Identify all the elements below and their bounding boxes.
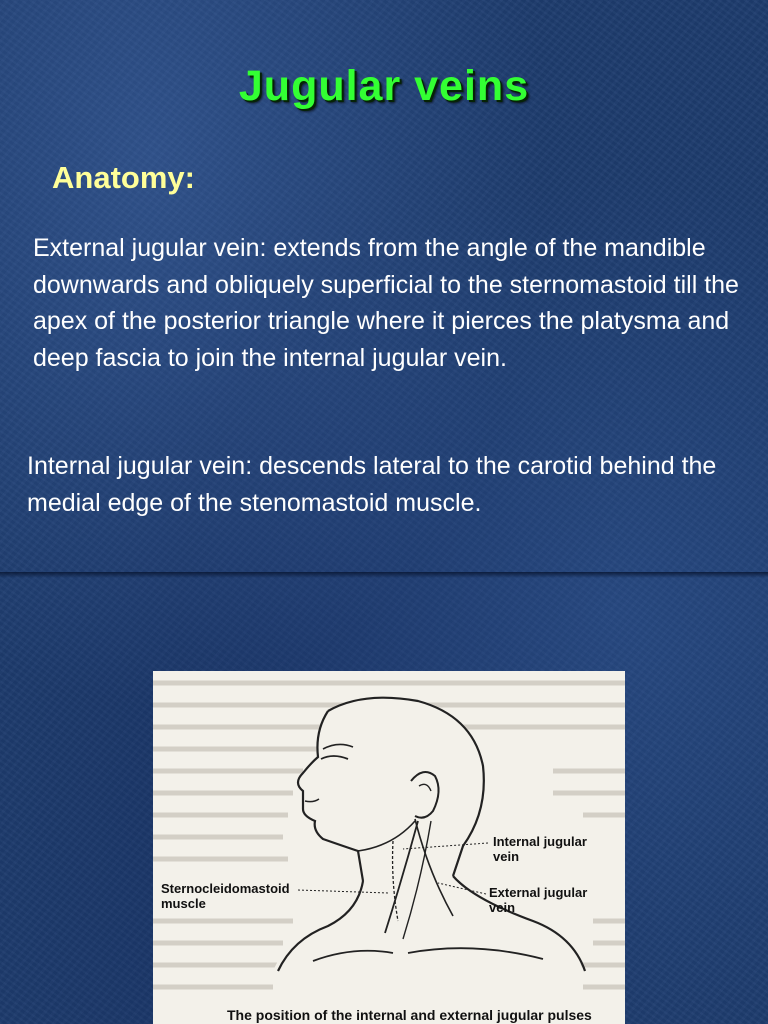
slide-divider: [0, 572, 768, 578]
neck-anatomy-figure: [153, 671, 625, 1024]
section-heading: Anatomy:: [52, 160, 195, 195]
internal-jugular-paragraph: Internal jugular vein: descends lateral to the carotid behind the medial edge of the stenomastoid muscle.: [27, 452, 717, 517]
figure-caption: The position of the internal and external jugular pulses: [227, 1007, 592, 1023]
label-external-jugular: External jugular vein: [489, 885, 588, 915]
label-sternocleidomastoid: Sternocleidomastoid muscle: [161, 881, 290, 911]
slide-title: Jugular veins: [238, 62, 530, 110]
external-jugular-paragraph: External jugular vein: extends from the angle of the mandible downwards and obliquely superficial to the sternomastoid till the apex of the posterior triangle where it pierces the platysma and deep fascia to join the internal jugular vein.: [33, 234, 739, 372]
label-internal-jugular: Internal jugular vein: [493, 834, 587, 864]
